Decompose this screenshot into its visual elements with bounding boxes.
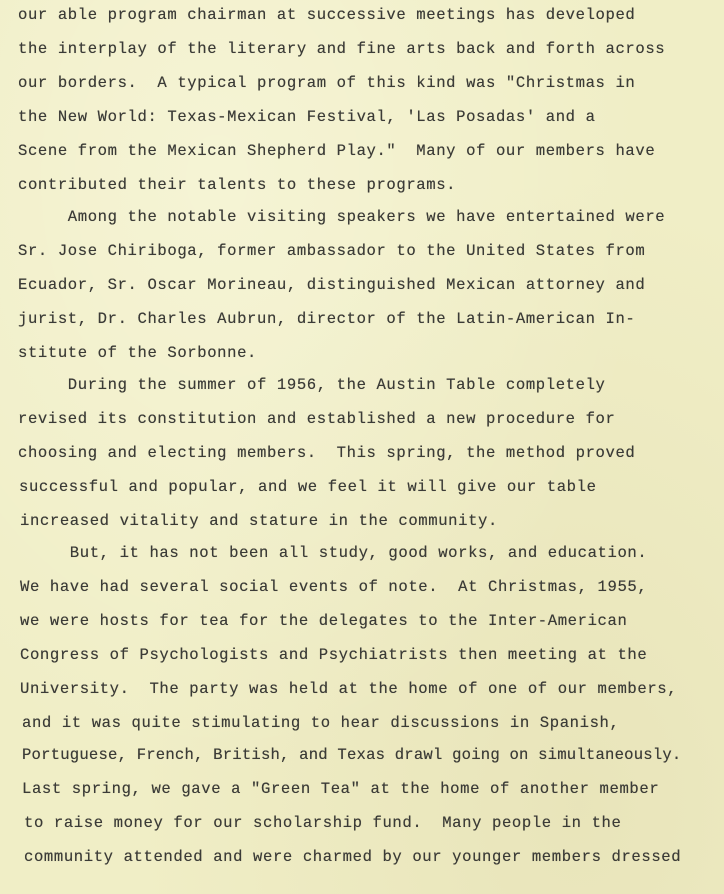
text-line-10: jurist, Dr. Charles Aubrun, director of the Latin-American In- [18, 310, 636, 328]
text-line-4: the New World: Texas-Mexican Festival, 'Las Posadas' and a [18, 108, 596, 126]
text-line-7: Among the notable visiting speakers we have entertained were [18, 208, 666, 226]
text-line-5: Scene from the Mexican Shepherd Play." Many of our members have [18, 142, 656, 160]
text-line-24: Last spring, we gave a "Green Tea" at the home of another member [22, 780, 660, 798]
text-line-25: to raise money for our scholarship fund. Many people in the [24, 814, 622, 832]
text-line-17: But, it has not been all study, good works, and education. [20, 544, 648, 562]
text-line-13: revised its constitution and established a new procedure for [18, 410, 616, 428]
text-line-1: our able program chairman at successive meetings has developed [18, 6, 636, 24]
text-line-20: Congress of Psychologists and Psychiatrists then meeting at the [20, 646, 648, 664]
text-line-15: successful and popular, and we feel it will give our table [19, 478, 597, 496]
text-line-22: and it was quite stimulating to hear discussions in Spanish, [22, 714, 620, 732]
text-line-12: During the summer of 1956, the Austin Table completely [18, 376, 606, 394]
text-line-8: Sr. Jose Chiriboga, former ambassador to the United States from [18, 242, 646, 260]
text-line-11: stitute of the Sorbonne. [18, 344, 257, 362]
text-line-3: our borders. A typical program of this kind was "Christmas in [18, 74, 636, 92]
text-line-6: contributed their talents to these programs. [18, 176, 457, 194]
text-line-16: increased vitality and stature in the community. [20, 512, 498, 530]
text-line-2: the interplay of the literary and fine arts back and forth across [18, 40, 666, 58]
text-line-23: Portuguese, French, British, and Texas drawl going on simultaneously. [22, 746, 682, 764]
text-line-21: University. The party was held at the home of one of our members, [20, 680, 678, 698]
text-line-9: Ecuador, Sr. Oscar Morineau, distinguished Mexican attorney and [18, 276, 646, 294]
text-line-18: We have had several social events of note. At Christmas, 1955, [20, 578, 648, 596]
text-line-26: community attended and were charmed by our younger members dressed [24, 848, 682, 866]
text-line-19: we were hosts for tea for the delegates to the Inter-American [20, 612, 628, 630]
text-line-14: choosing and electing members. This spring, the method proved [18, 444, 636, 462]
